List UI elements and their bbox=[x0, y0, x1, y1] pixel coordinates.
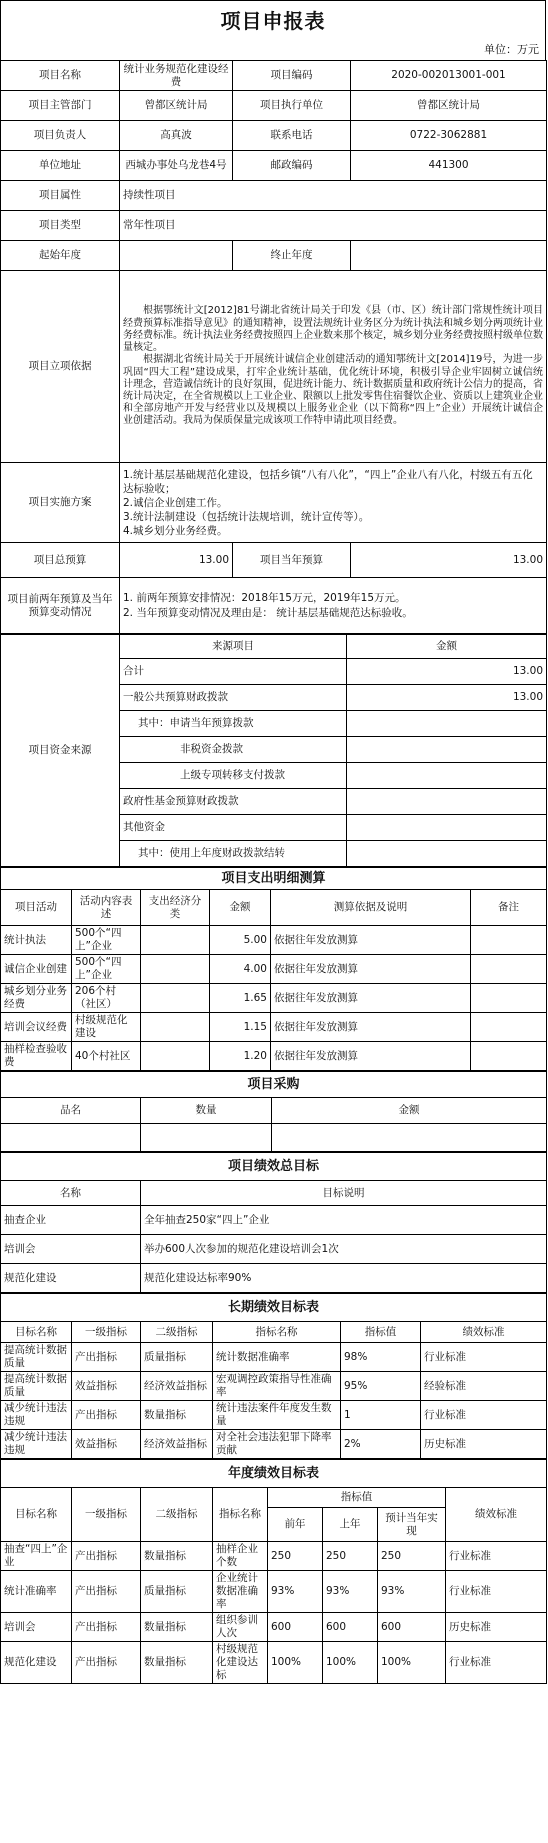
longterm-l2: 经济效益指标 bbox=[141, 1430, 213, 1459]
basis-paragraph: 根据鄂统计文[2012]81号湖北省统计局关于印发《县（市、区）统计部门常规性统计项目经费预算标准指导意见》的通知精神，设置法规统计业务区分为统计执法和城乡划分两项统计业务经费标准。统计执法业务经费按照四上企业数来那个核定，城乡划分业务经费按照村级单位数量核定。 bbox=[123, 305, 543, 354]
expense-title: 项目支出明细测算 bbox=[1, 868, 547, 890]
table-row bbox=[1, 955, 547, 984]
funds-label: 项目资金来源 bbox=[1, 635, 120, 867]
expense-basis: 依据往年发放测算 bbox=[271, 1042, 471, 1071]
table-row bbox=[1, 1542, 547, 1571]
expense-header: 活动内容表述 bbox=[72, 890, 141, 926]
annual-y1: 93% bbox=[268, 1571, 323, 1613]
total-label: 项目总预算 bbox=[1, 543, 120, 578]
longterm-header: 指标值 bbox=[341, 1322, 421, 1343]
annual-ind: 村级规范化建设达标 bbox=[213, 1642, 268, 1684]
expense-content: 40个村社区 bbox=[72, 1042, 141, 1071]
expense-econ bbox=[141, 1042, 210, 1071]
annual-y3: 93% bbox=[378, 1571, 446, 1613]
perf-desc: 举办600人次参加的规范化建设培训会1次 bbox=[141, 1235, 547, 1264]
expense-basis: 依据往年发放测算 bbox=[271, 955, 471, 984]
basis-label: 项目立项依据 bbox=[1, 271, 120, 463]
start-label: 起始年度 bbox=[1, 241, 120, 271]
plan-line: 2.诚信企业创建工作。 bbox=[123, 496, 228, 509]
fund-source: 上级专项转移支付拨款 bbox=[120, 763, 347, 789]
person-value: 高真波 bbox=[120, 121, 233, 151]
longterm-ind: 统计违法案件年度发生数量 bbox=[213, 1401, 341, 1430]
longterm-val: 98% bbox=[341, 1343, 421, 1372]
change-text bbox=[120, 578, 547, 634]
longterm-val: 95% bbox=[341, 1372, 421, 1401]
expense-header: 支出经济分类 bbox=[141, 890, 210, 926]
longterm-header: 二级指标 bbox=[141, 1322, 213, 1343]
expense-amount: 1.15 bbox=[210, 1013, 271, 1042]
end-value bbox=[351, 241, 547, 271]
perf-name: 规范化建设 bbox=[1, 1264, 141, 1293]
longterm-name: 减少统计违法违规 bbox=[1, 1430, 72, 1459]
longterm-l1: 产出指标 bbox=[72, 1401, 141, 1430]
fund-amount: 13.00 bbox=[347, 659, 547, 685]
table-row bbox=[1, 1124, 547, 1152]
annual-ind: 抽样企业个数 bbox=[213, 1542, 268, 1571]
expense-header: 测算依据及说明 bbox=[271, 890, 471, 926]
table-row bbox=[1, 984, 547, 1013]
project-info-table bbox=[0, 60, 547, 634]
annual-ind: 组织参训人次 bbox=[213, 1613, 268, 1642]
dept-value: 曾都区统计局 bbox=[120, 91, 233, 121]
annual-std: 行业标准 bbox=[446, 1642, 547, 1684]
funding-table bbox=[0, 634, 547, 867]
longterm-name: 提高统计数据质量 bbox=[1, 1343, 72, 1372]
annual-l1: 产出指标 bbox=[72, 1613, 141, 1642]
expense-basis: 依据往年发放测算 bbox=[271, 984, 471, 1013]
table-row bbox=[1, 1235, 547, 1264]
annual-std: 行业标准 bbox=[446, 1542, 547, 1571]
fund-source: 政府性基金预算财政拨款 bbox=[120, 789, 347, 815]
fund-amount: 13.00 bbox=[347, 685, 547, 711]
longterm-val: 1 bbox=[341, 1401, 421, 1430]
attr-label: 项目属性 bbox=[1, 181, 120, 211]
annual-header: 指标名称 bbox=[213, 1488, 268, 1542]
procure-table bbox=[0, 1071, 547, 1152]
expense-content: 村级规范化建设 bbox=[72, 1013, 141, 1042]
annual-table bbox=[0, 1459, 547, 1684]
annual-y1: 600 bbox=[268, 1613, 323, 1642]
table-row bbox=[1, 1264, 547, 1293]
longterm-header: 目标名称 bbox=[1, 1322, 72, 1343]
source-header: 来源项目 bbox=[120, 635, 347, 659]
expense-basis: 依据往年发放测算 bbox=[271, 1013, 471, 1042]
longterm-std: 历史标准 bbox=[421, 1430, 547, 1459]
annual-header: 目标名称 bbox=[1, 1488, 72, 1542]
page-title: 项目申报表 bbox=[0, 0, 546, 40]
expense-amount: 1.20 bbox=[210, 1042, 271, 1071]
fund-source: 其中：申请当年预算拨款 bbox=[120, 711, 347, 737]
longterm-table bbox=[0, 1293, 547, 1459]
year-value: 13.00 bbox=[351, 543, 547, 578]
fund-source: 其他资金 bbox=[120, 815, 347, 841]
longterm-ind: 对全社会违法犯罪下降率贡献 bbox=[213, 1430, 341, 1459]
annual-y2: 93% bbox=[323, 1571, 378, 1613]
procure-cell bbox=[272, 1124, 547, 1152]
amount-header: 金额 bbox=[347, 635, 547, 659]
table-row bbox=[1, 1571, 547, 1613]
longterm-header: 指标名称 bbox=[213, 1322, 341, 1343]
expense-content: 500个“四上”企业 bbox=[72, 955, 141, 984]
longterm-name: 提高统计数据质量 bbox=[1, 1372, 72, 1401]
annual-std: 历史标准 bbox=[446, 1613, 547, 1642]
dept-label: 项目主管部门 bbox=[1, 91, 120, 121]
longterm-l2: 数量指标 bbox=[141, 1401, 213, 1430]
annual-l2: 数量指标 bbox=[141, 1613, 213, 1642]
expense-basis: 依据往年发放测算 bbox=[271, 926, 471, 955]
annual-name: 规范化建设 bbox=[1, 1642, 72, 1684]
table-row bbox=[1, 1613, 547, 1642]
change-label: 项目前两年预算及当年预算变动情况 bbox=[1, 578, 120, 634]
expense-amount: 5.00 bbox=[210, 926, 271, 955]
annual-name: 统计准确率 bbox=[1, 1571, 72, 1613]
table-row bbox=[1, 1372, 547, 1401]
basis-paragraph: 根据湖北省统计局关于开展统计诚信企业创建活动的通知鄂统计文[2014]19号，为进一步巩固“四大工程”建设成果，打牢企业统计基础，优化统计环境，积极引导企业牢固树立诚信统计理念，营造诚信统计的良好氛围，促进统计能力、统计数据质量和政府统计公信力的提高，省统计局决定，在全省规模以上工业企业、限额以上批发零售住宿餐饮企业、资质以上建筑业企业和全部房地产开发与经营业以及规模以上服务业企业（以下简称“四上”企业）开展统计诚信企业创建活动。我局为保质保量完成该项工作特申请此项目经费。 bbox=[123, 354, 543, 427]
fund-amount bbox=[347, 841, 547, 867]
name-label: 项目名称 bbox=[1, 61, 120, 91]
annual-l2: 数量指标 bbox=[141, 1542, 213, 1571]
plan-line: 3.统计法制建设（包括统计法规培训，统计宣传等）。 bbox=[123, 510, 370, 523]
longterm-header: 一级指标 bbox=[72, 1322, 141, 1343]
plan-line: 1.统计基层基础规范化建设，包括乡镇“八有八化”，“四上”企业八有八化，村级五有五化达标验收； bbox=[123, 468, 533, 495]
expense-amount: 4.00 bbox=[210, 955, 271, 984]
annual-l1: 产出指标 bbox=[72, 1571, 141, 1613]
procure-cell bbox=[1, 1124, 141, 1152]
procure-cell bbox=[141, 1124, 272, 1152]
post-label: 邮政编码 bbox=[233, 151, 351, 181]
longterm-val: 2% bbox=[341, 1430, 421, 1459]
change-line: 1. 前两年预算安排情况：2018年15万元，2019年15万元。 bbox=[123, 591, 406, 604]
longterm-l1: 效益指标 bbox=[72, 1430, 141, 1459]
longterm-std: 经验标准 bbox=[421, 1372, 547, 1401]
annual-y2: 600 bbox=[323, 1613, 378, 1642]
expense-econ bbox=[141, 955, 210, 984]
expense-econ bbox=[141, 1013, 210, 1042]
expense-content: 206个村（社区） bbox=[72, 984, 141, 1013]
year-label: 项目当年预算 bbox=[233, 543, 351, 578]
annual-header: 指标值 bbox=[268, 1488, 446, 1508]
expense-note bbox=[471, 955, 547, 984]
expense-note bbox=[471, 1042, 547, 1071]
plan-label: 项目实施方案 bbox=[1, 463, 120, 543]
fund-amount bbox=[347, 789, 547, 815]
perf-name: 抽查企业 bbox=[1, 1206, 141, 1235]
annual-y1: 100% bbox=[268, 1642, 323, 1684]
expense-header: 金额 bbox=[210, 890, 271, 926]
expense-activity: 抽样检查验收费 bbox=[1, 1042, 72, 1071]
addr-label: 单位地址 bbox=[1, 151, 120, 181]
expense-note bbox=[471, 1013, 547, 1042]
perf-name: 培训会 bbox=[1, 1235, 141, 1264]
annual-y1: 250 bbox=[268, 1542, 323, 1571]
perf-desc: 全年抽查250家“四上”企业 bbox=[141, 1206, 547, 1235]
change-line: 2. 当年预算变动情况及理由是： 统计基层基础规范达标验收。 bbox=[123, 606, 413, 619]
type-value: 常年性项目 bbox=[120, 211, 547, 241]
perf-header: 名称 bbox=[1, 1181, 141, 1206]
table-row bbox=[1, 1642, 547, 1684]
table-row bbox=[1, 1343, 547, 1372]
annual-name: 抽查“四上”企业 bbox=[1, 1542, 72, 1571]
table-row bbox=[1, 1430, 547, 1459]
longterm-l2: 经济效益指标 bbox=[141, 1372, 213, 1401]
annual-l2: 数量指标 bbox=[141, 1642, 213, 1684]
expense-activity: 城乡划分业务经费 bbox=[1, 984, 72, 1013]
person-label: 项目负责人 bbox=[1, 121, 120, 151]
expense-activity: 诚信企业创建 bbox=[1, 955, 72, 984]
longterm-header: 绩效标准 bbox=[421, 1322, 547, 1343]
fund-amount bbox=[347, 763, 547, 789]
post-value: 441300 bbox=[351, 151, 547, 181]
longterm-ind: 宏观调控政策指导性准确率 bbox=[213, 1372, 341, 1401]
start-value bbox=[120, 241, 233, 271]
exec-value: 曾都区统计局 bbox=[351, 91, 547, 121]
expense-amount: 1.65 bbox=[210, 984, 271, 1013]
phone-label: 联系电话 bbox=[233, 121, 351, 151]
longterm-std: 行业标准 bbox=[421, 1401, 547, 1430]
expense-header: 项目活动 bbox=[1, 890, 72, 926]
longterm-name: 减少统计违法违规 bbox=[1, 1401, 72, 1430]
annual-l2: 质量指标 bbox=[141, 1571, 213, 1613]
annual-subheader: 前年 bbox=[268, 1508, 323, 1542]
table-row bbox=[1, 1042, 547, 1071]
expense-content: 500个“四上”企业 bbox=[72, 926, 141, 955]
annual-y2: 100% bbox=[323, 1642, 378, 1684]
longterm-ind: 统计数据准确率 bbox=[213, 1343, 341, 1372]
annual-y2: 250 bbox=[323, 1542, 378, 1571]
table-row bbox=[1, 1013, 547, 1042]
basis-text bbox=[120, 271, 547, 463]
plan-line: 4.城乡划分业务经费。 bbox=[123, 524, 228, 537]
unit-label: 单位：万元 bbox=[0, 40, 546, 60]
table-row bbox=[1, 1206, 547, 1235]
procure-header: 品名 bbox=[1, 1098, 141, 1124]
expense-activity: 统计执法 bbox=[1, 926, 72, 955]
annual-subheader: 上年 bbox=[323, 1508, 378, 1542]
perf-title: 项目绩效总目标 bbox=[1, 1153, 547, 1181]
annual-std: 行业标准 bbox=[446, 1571, 547, 1613]
annual-y3: 100% bbox=[378, 1642, 446, 1684]
type-label: 项目类型 bbox=[1, 211, 120, 241]
plan-text bbox=[120, 463, 547, 543]
code-label: 项目编码 bbox=[233, 61, 351, 91]
longterm-l1: 产出指标 bbox=[72, 1343, 141, 1372]
annual-ind: 企业统计数据准确率 bbox=[213, 1571, 268, 1613]
annual-y3: 250 bbox=[378, 1542, 446, 1571]
exec-label: 项目执行单位 bbox=[233, 91, 351, 121]
fund-amount bbox=[347, 815, 547, 841]
longterm-std: 行业标准 bbox=[421, 1343, 547, 1372]
longterm-l2: 质量指标 bbox=[141, 1343, 213, 1372]
perf-table bbox=[0, 1152, 547, 1293]
table-row bbox=[1, 926, 547, 955]
expense-activity: 培训会议经费 bbox=[1, 1013, 72, 1042]
annual-header: 一级指标 bbox=[72, 1488, 141, 1542]
expense-header: 备注 bbox=[471, 890, 547, 926]
table-row bbox=[1, 1401, 547, 1430]
annual-l1: 产出指标 bbox=[72, 1542, 141, 1571]
fund-amount bbox=[347, 737, 547, 763]
procure-title: 项目采购 bbox=[1, 1072, 547, 1098]
annual-name: 培训会 bbox=[1, 1613, 72, 1642]
fund-source: 其中：使用上年度财政拨款结转 bbox=[120, 841, 347, 867]
perf-header: 目标说明 bbox=[141, 1181, 547, 1206]
attr-value: 持续性项目 bbox=[120, 181, 547, 211]
total-value: 13.00 bbox=[120, 543, 233, 578]
name-value: 统计业务规范化建设经费 bbox=[120, 61, 233, 91]
procure-header: 金额 bbox=[272, 1098, 547, 1124]
fund-source: 非税资金拨款 bbox=[120, 737, 347, 763]
fund-amount bbox=[347, 711, 547, 737]
expense-econ bbox=[141, 984, 210, 1013]
expense-table bbox=[0, 867, 547, 1071]
phone-value: 0722-3062881 bbox=[351, 121, 547, 151]
end-label: 终止年度 bbox=[233, 241, 351, 271]
addr-value: 西城办事处乌龙巷4号 bbox=[120, 151, 233, 181]
annual-header: 绩效标准 bbox=[446, 1488, 547, 1542]
longterm-title: 长期绩效目标表 bbox=[1, 1294, 547, 1322]
code-value: 2020-002013001-001 bbox=[351, 61, 547, 91]
fund-source: 合计 bbox=[120, 659, 347, 685]
procure-header: 数量 bbox=[141, 1098, 272, 1124]
annual-title: 年度绩效目标表 bbox=[1, 1460, 547, 1488]
expense-note bbox=[471, 926, 547, 955]
annual-subheader: 预计当年实现 bbox=[378, 1508, 446, 1542]
fund-source: 一般公共预算财政拨款 bbox=[120, 685, 347, 711]
expense-note bbox=[471, 984, 547, 1013]
perf-desc: 规范化建设达标率90% bbox=[141, 1264, 547, 1293]
annual-header: 二级指标 bbox=[141, 1488, 213, 1542]
longterm-l1: 效益指标 bbox=[72, 1372, 141, 1401]
expense-econ bbox=[141, 926, 210, 955]
annual-y3: 600 bbox=[378, 1613, 446, 1642]
annual-l1: 产出指标 bbox=[72, 1642, 141, 1684]
